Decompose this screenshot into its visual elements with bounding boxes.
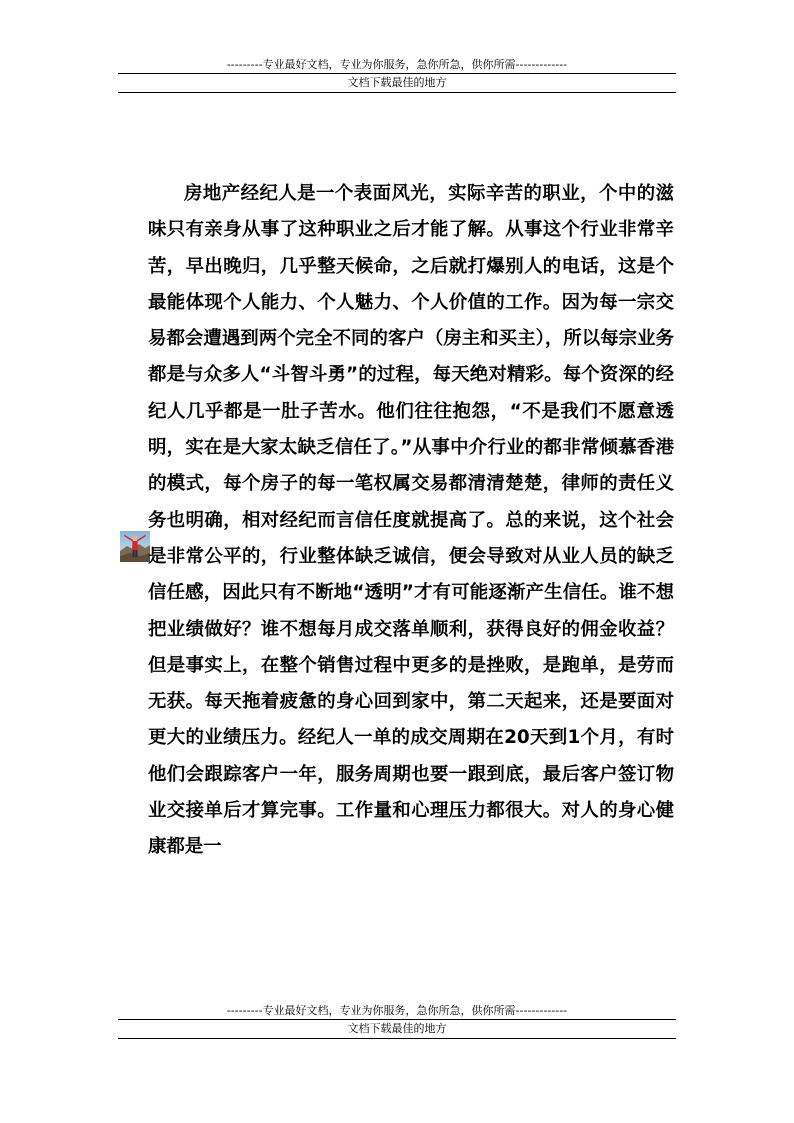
header-subtitle: 文档下载最佳的地方 [118, 74, 676, 93]
page-header [118, 58, 676, 93]
header-slogan: ---------专业最好文档，专业为你服务，急你所急，供你所需------------- [118, 58, 676, 74]
person-photo-image [120, 531, 150, 562]
person-photo [120, 531, 150, 562]
footer-subtitle: 文档下载最佳的地方 [118, 1020, 676, 1039]
footer-slogan: ---------专业最好文档，专业为你服务，急你所急，供你所需------------- [118, 1004, 676, 1020]
body-paragraph: 房地产经纪人是一个表面风光，实际辛苦的职业，个中的滋味只有亲身从事了这种职业之后才能了解。从事这个行业非常辛苦，早出晚归，几乎整天候命，之后就打爆别人的电话，这是个最能体现个人能力、个人魅力、个人价值的工作。因为每一宗交易都会遭遇到两个完全不同的客户（房主和买主），所以每宗业务都是与众多人“斗智斗勇”的过程，每天绝对精彩。每个资深的经纪人几乎都是一肚子苦水。他们往往抱怨，“不是我们不愿意透明，实在是大家太缺乏信任了。”从事中介行业的都非常倾慕香港的模式，每个房子的每一笔权属交易都清清楚楚，律师的责任义务也明确，相对经纪而言信任度就提高了。总的来说，这个社会是非常公平的，行业整体缺乏诚信，便会导致对从业人员的缺乏信任感，因此只有不断地“透明”才有可能逐渐产生信任。谁不想把业绩做好？谁不想每月成交落单顺利，获得良好的佣金收益？但是事实上，在整个销售过程中更多的是挫败，是跑单，是劳而无获。每天拖着疲惫的身心回到家中，第二天起来，还是要面对更大的业绩压力。经纪人一单的成交周期在20天到1个月，有时他们会跟踪客户一年，服务周期也要一跟到底，最后客户签订物业交接单后才算完事。工作量和心理压力都很大。对人的身心健康都是一 [148, 183, 674, 858]
page-footer [118, 1004, 676, 1039]
